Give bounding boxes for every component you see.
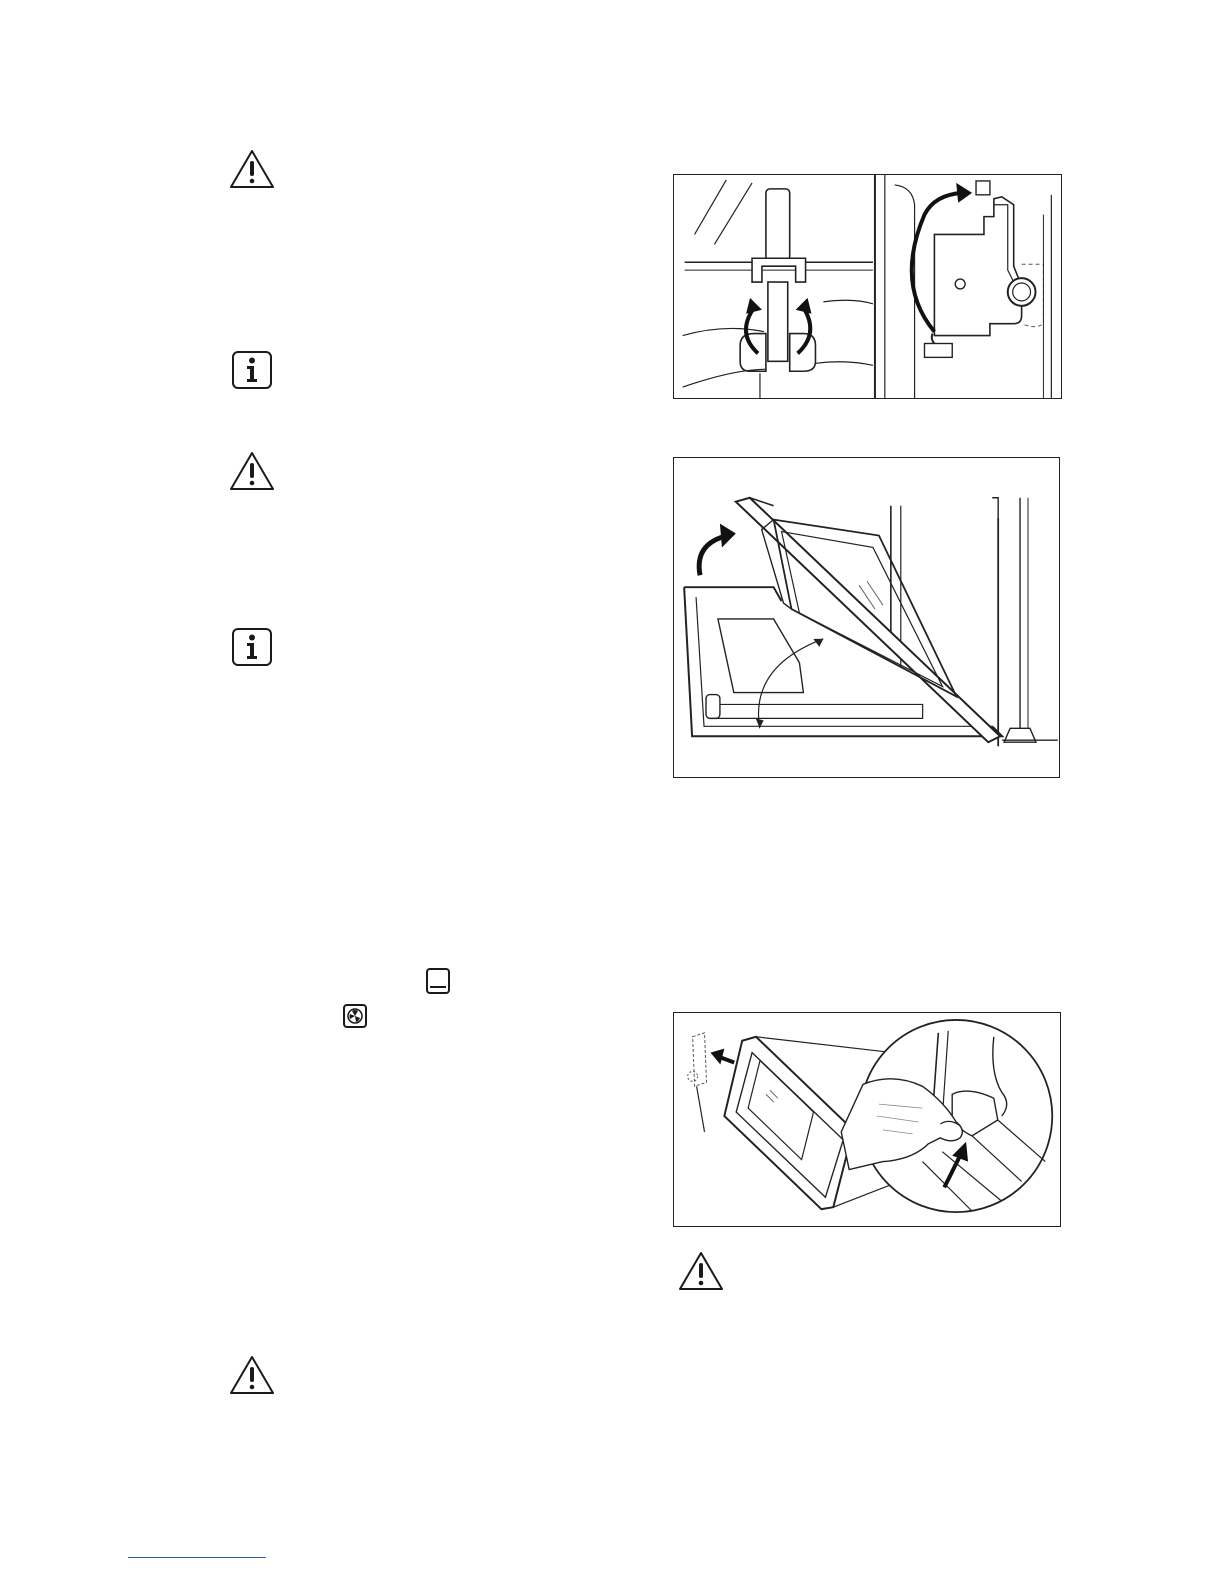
warning-icon-1: [228, 148, 276, 190]
door-opening-illustration: [674, 458, 1059, 777]
door-opening-figure: [673, 457, 1060, 778]
glass-panel-illustration: [674, 1013, 1060, 1226]
hinge-lever-illustration: [674, 175, 1061, 398]
warning-icon-3: [228, 1354, 276, 1396]
top-heat-function-icon: [425, 967, 451, 995]
info-icon-1: [231, 350, 273, 390]
fan-function-icon: [342, 1003, 368, 1029]
info-icon-2: [231, 627, 273, 667]
footer-rule: [128, 1557, 266, 1558]
hinge-lever-figure: [673, 174, 1062, 399]
warning-icon-4: [677, 1250, 725, 1292]
warning-icon-2: [228, 450, 276, 492]
glass-panel-figure: [673, 1012, 1061, 1227]
